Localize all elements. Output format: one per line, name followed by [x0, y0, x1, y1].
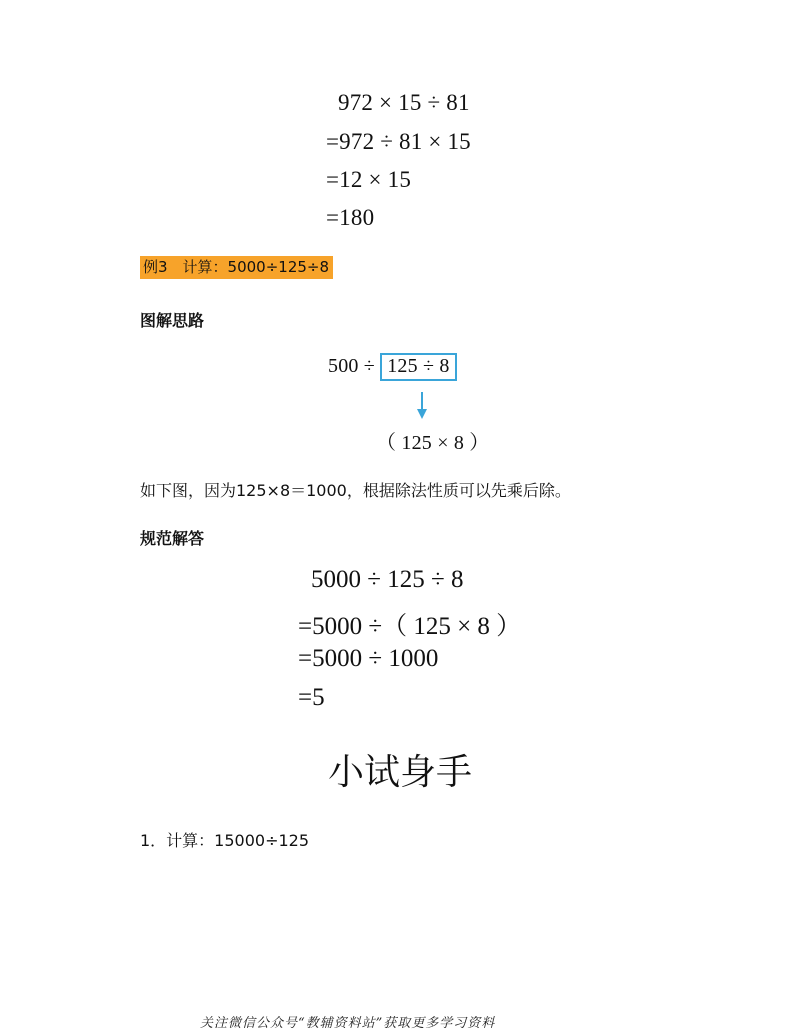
practice-title: 小试身手	[328, 752, 473, 793]
first-solution-line-3: =12 × 15	[326, 167, 412, 192]
diagram-expression	[328, 353, 457, 381]
explanation-text: 如下图，因为125×8＝1000，根据除法性质可以先乘后除。	[140, 481, 571, 500]
solution-line-1: 5000 ÷ 125 ÷ 8	[311, 566, 464, 593]
diagram-boxed-term: 125 ÷ 8	[380, 353, 456, 381]
diagram-result: （ 125 × 8 ）	[376, 432, 490, 454]
solution-line-4: =5	[298, 684, 325, 711]
first-solution-line-2: =972 ÷ 81 × 15	[326, 129, 471, 154]
diagram-heading: 图解思路	[140, 311, 205, 330]
first-solution-line-1: 972 × 15 ÷ 81	[338, 90, 470, 115]
practice-item-1: 1．计算：15000÷125	[140, 831, 310, 850]
solution-line-3: =5000 ÷ 1000	[298, 645, 439, 672]
down-arrow-icon	[416, 392, 428, 420]
example-title: 例3 计算：5000÷125÷8	[140, 256, 333, 279]
solution-line-2: =5000 ÷（ 125 × 8 ）	[298, 613, 522, 640]
solution-heading: 规范解答	[140, 529, 205, 548]
diagram-prefix: 500 ÷	[328, 355, 375, 377]
footer-text: 关注微信公众号“教辅资料站”获取更多学习资料	[200, 1016, 496, 1031]
example-title-row	[140, 256, 333, 277]
first-solution-line-4: =180	[326, 205, 375, 230]
